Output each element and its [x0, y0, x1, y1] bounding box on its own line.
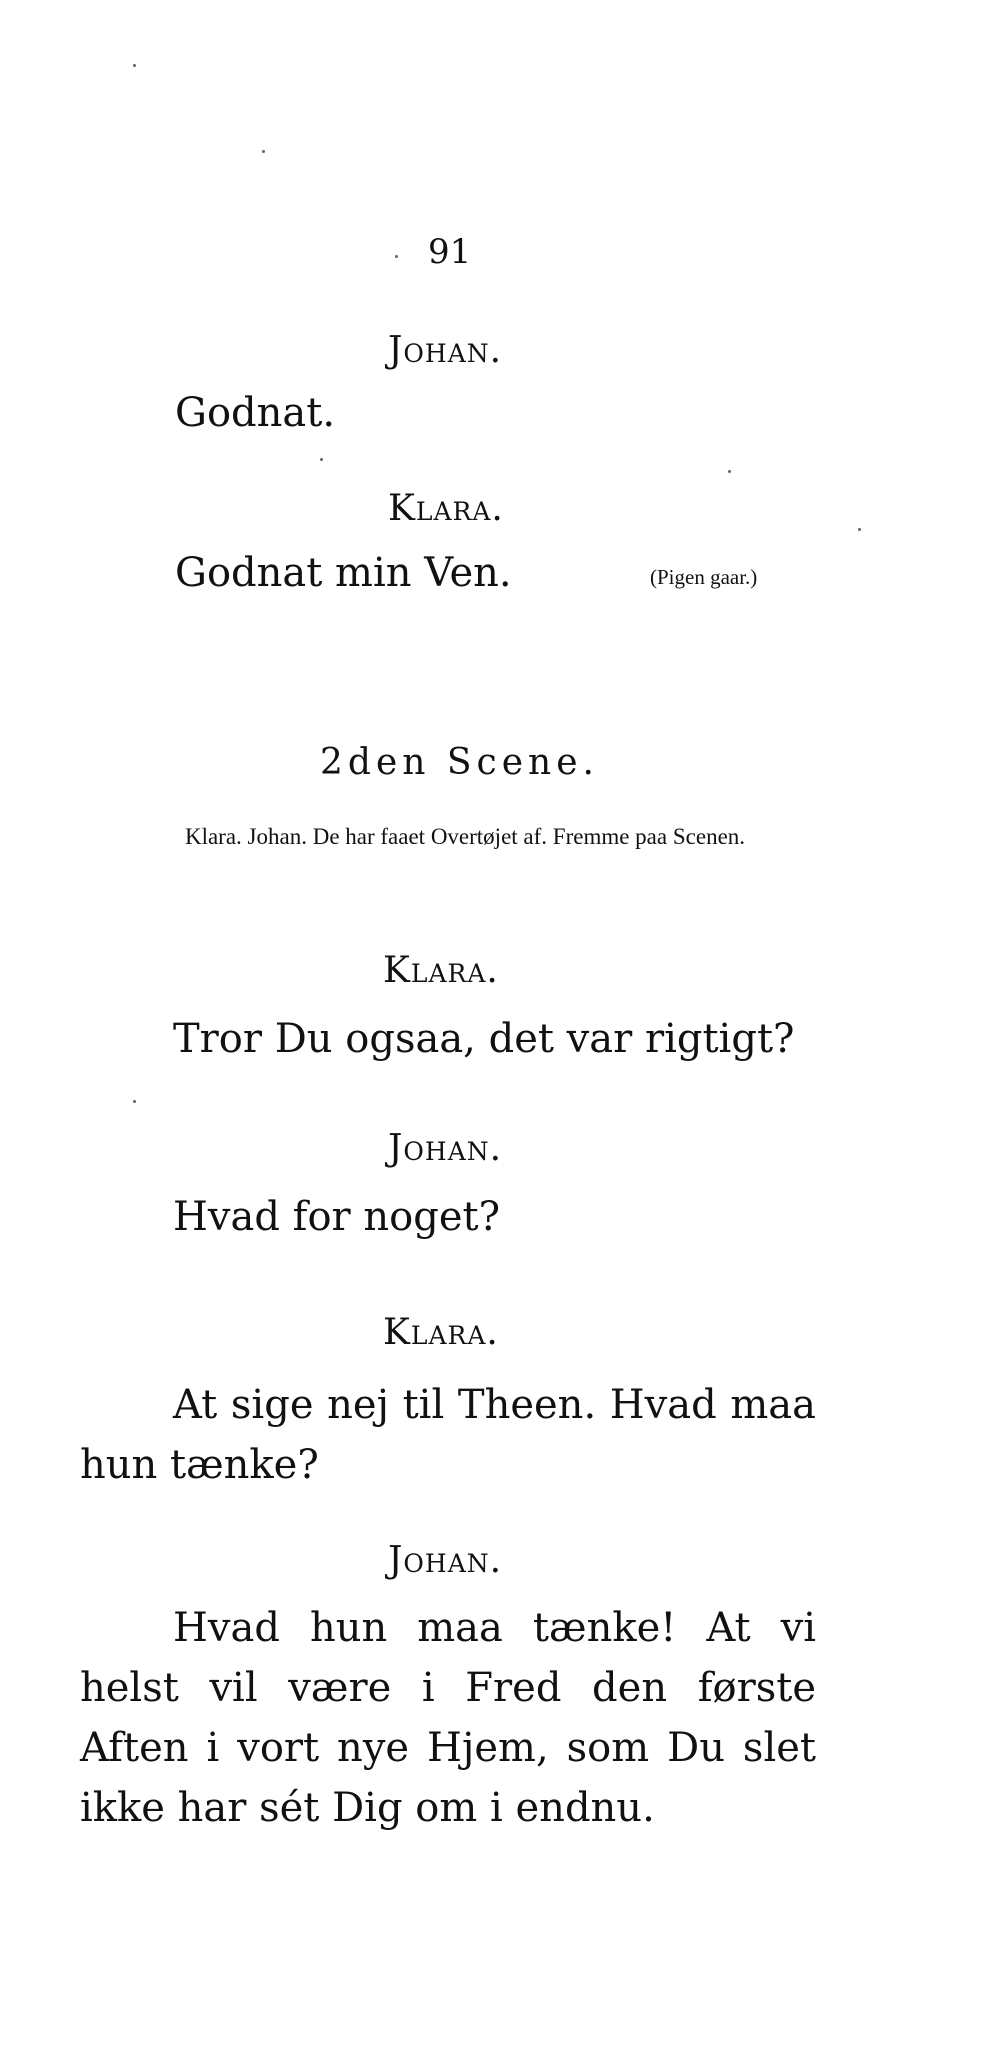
dialogue-line: Godnat min Ven. [175, 550, 512, 596]
speck [133, 64, 136, 67]
speaker-heading: Johan. [388, 330, 503, 371]
dialogue-line: Tror Du ogsaa, det var rigtigt? [173, 1016, 795, 1062]
dialogue-paragraph: At sige nej til Theen. Hvad maa hun tænke? [80, 1382, 816, 1488]
stage-direction: (Pigen gaar.) [650, 565, 758, 589]
speaker-heading: Johan. [388, 1128, 503, 1169]
speaker-heading: Klara. [383, 1312, 499, 1353]
speck [858, 528, 861, 531]
speaker-heading: Klara. [383, 950, 499, 991]
speck [395, 255, 398, 258]
speck [133, 1100, 136, 1103]
speck [262, 150, 265, 153]
speaker-heading: Johan. [388, 1540, 503, 1581]
dialogue-line: Godnat. [175, 390, 336, 436]
speck [320, 458, 323, 461]
speaker-heading: Klara. [388, 488, 504, 529]
scene-title: 2den Scene. [320, 742, 599, 783]
speck [728, 470, 731, 473]
page-number: 91 [428, 232, 472, 272]
scene-direction: Klara. Johan. De har faaet Overtøjet af. Fremme paa Scenen. [184, 824, 746, 849]
dialogue-paragraph: Hvad hun maa tænke! At vi helst vil være i Fred den første Aften i vort nye Hjem, som Du slet ikke har sét Dig om i endnu. [80, 1605, 816, 1831]
dialogue-line: Hvad for noget? [173, 1194, 501, 1240]
